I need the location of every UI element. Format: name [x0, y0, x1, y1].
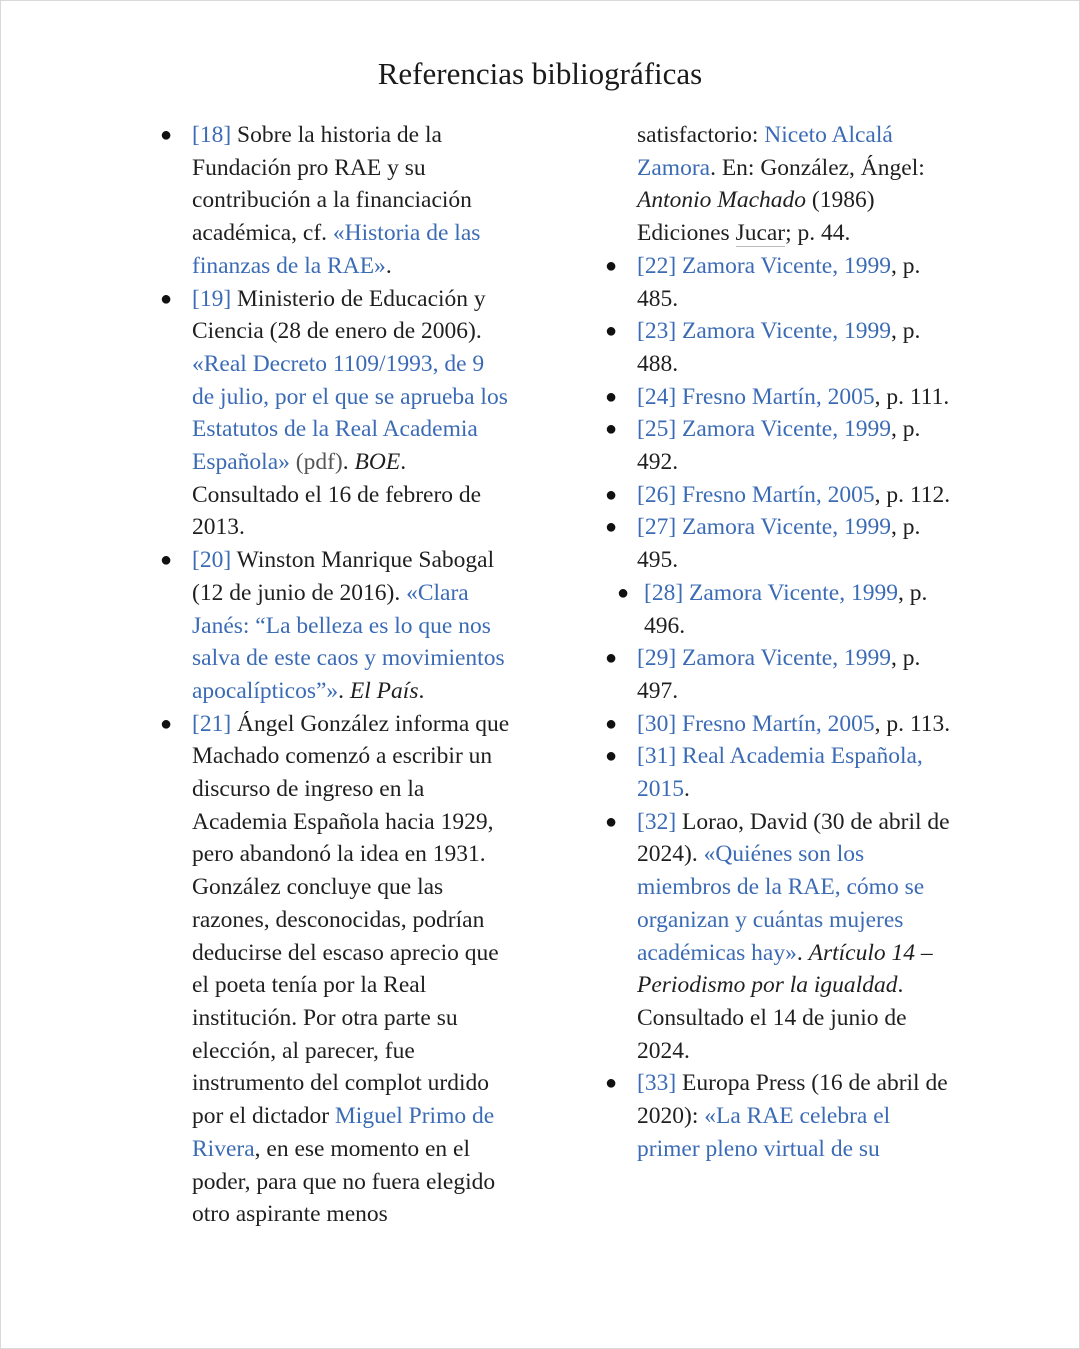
reference-27	[605, 511, 957, 576]
reference-33	[605, 1067, 957, 1165]
ref-link[interactable]: [28] Zamora Vicente, 1999	[644, 579, 898, 606]
bullet-icon: ●	[605, 254, 618, 277]
ref-publication: El País	[349, 677, 419, 704]
references-list-left	[160, 119, 512, 1231]
bullet-icon: ●	[160, 712, 173, 735]
bullet-icon: ●	[605, 483, 618, 506]
reference-18	[160, 119, 512, 283]
bullet-icon: ●	[160, 124, 173, 146]
references-column-right	[605, 119, 957, 1166]
ref-text: , p. 488.	[637, 318, 921, 377]
ref-link[interactable]: [23] Zamora Vicente, 1999	[637, 318, 891, 345]
ref-number-link[interactable]: [33]	[637, 1070, 677, 1097]
ref-text: Ángel González informa que Machado comenzó a escribir un discurso de ingreso en la Academia Española hacia 1929, pero abandonó la idea en 1931. González concluye que las razones, desconocidas, podrían deducirse del escaso aprecio que el poeta tenía por la Real institución. Por otra parte su elección, al parecer, fue instrumento del complot urdido por el dictador	[192, 710, 510, 1130]
ref-link[interactable]: [25] Zamora Vicente, 1999	[637, 416, 891, 443]
ref-text: . En: González, Ángel:	[710, 154, 925, 181]
ref-text: , p. 497.	[637, 645, 921, 704]
ref-person-link[interactable]: Niceto Alcalá Zamora	[637, 122, 893, 181]
ref-text: Europa Press (16 de abril de 2020):	[637, 1070, 948, 1130]
ref-text: , p. 113.	[874, 710, 951, 737]
ref-link[interactable]: [29] Zamora Vicente, 1999	[637, 645, 891, 672]
ref-number-link[interactable]: [20]	[192, 547, 232, 574]
ref-text: . Consultado el 16 de febrero de 2013.	[192, 449, 482, 541]
ref-title-link[interactable]: «Real Decreto 1109/1993, de 9 de julio, por el que se aprueba los Estatutos de la Real Academia Española»	[192, 350, 508, 476]
ref-number-link[interactable]: [32]	[637, 808, 677, 835]
ref-text: .	[418, 677, 425, 704]
reference-24	[605, 381, 957, 414]
ref-book-title: Antonio Machado	[637, 187, 807, 214]
reference-30	[605, 708, 957, 741]
reference-25	[605, 413, 957, 478]
ref-title-link[interactable]: «Historia de las finanzas de la RAE»	[192, 220, 481, 279]
reference-32	[605, 806, 957, 1068]
ref-number-link[interactable]: [21]	[192, 710, 232, 737]
ref-text: satisfactorio:	[637, 122, 765, 148]
bullet-icon: ●	[605, 745, 618, 768]
ref-link[interactable]: [24] Fresno Martín, 2005	[637, 383, 875, 410]
ref-text: .	[684, 776, 690, 803]
reference-26	[605, 479, 957, 512]
ref-publication: BOE	[354, 449, 401, 476]
bullet-icon: ●	[605, 418, 618, 441]
ref-text: (1986) Ediciones	[637, 187, 875, 247]
reference-29	[605, 642, 957, 707]
bullet-icon: ●	[160, 549, 173, 572]
ref-text: .	[338, 677, 350, 704]
reference-23	[605, 315, 957, 380]
ref-link[interactable]: [27] Zamora Vicente, 1999	[637, 514, 891, 541]
ref-text: Sobre la historia de la Fundación pro RAE y su contribución a la financiación académica, cf.	[192, 122, 472, 247]
ref-text: ; p. 44.	[785, 220, 851, 247]
ref-number-link[interactable]: [19]	[192, 285, 232, 312]
reference-28	[617, 577, 957, 642]
ref-format-label: (pdf)	[289, 449, 343, 476]
ref-title-link[interactable]: «Quiénes son los miembros de la RAE, cómo se organizan y cuántas mujeres académicas hay»	[637, 841, 925, 966]
reference-31	[605, 740, 957, 805]
bullet-icon: ●	[605, 320, 618, 343]
ref-text: . Consultado el 14 de junio de 2024.	[637, 972, 907, 1064]
ref-text: , p. 495.	[637, 514, 921, 574]
bullet-icon: ●	[605, 516, 618, 539]
ref-text: , p. 112.	[874, 481, 951, 508]
ref-text: .	[385, 252, 392, 279]
ref-link[interactable]: [26] Fresno Martín, 2005	[637, 481, 875, 508]
ref-publication: Artículo 14 – Periodismo por la igualdad	[637, 939, 933, 999]
ref-text: Winston Manrique Sabogal (12 de junio de 2016).	[192, 547, 495, 606]
ref-person-link[interactable]: Miguel Primo de Rivera	[192, 1103, 495, 1162]
ref-text: , p. 111.	[874, 383, 950, 410]
reference-21-continued	[637, 119, 957, 250]
ref-text: , p. 492.	[637, 416, 921, 476]
ref-text: , p. 485.	[637, 252, 921, 312]
ref-publisher: Jucar	[735, 220, 786, 247]
bullet-icon: ●	[605, 1072, 618, 1095]
ref-title-link[interactable]: «La RAE celebra el primer pleno virtual de su	[637, 1103, 891, 1162]
bullet-icon: ●	[617, 581, 630, 604]
reference-19	[160, 283, 512, 545]
reference-21	[160, 708, 512, 1231]
bullet-icon: ●	[605, 810, 618, 833]
reference-22	[605, 250, 957, 315]
ref-text: .	[796, 939, 809, 966]
ref-text: Lorao, David (30 de abril de 2024).	[637, 808, 950, 868]
ref-link[interactable]: [30] Fresno Martín, 2005	[637, 710, 875, 737]
ref-link[interactable]: [31] Real Academia Española, 2015	[637, 743, 923, 803]
ref-title-link[interactable]: «Clara Janés: “La belleza es lo que nos salva de este caos y movimientos apocalípticos”»	[192, 579, 505, 704]
ref-number-link[interactable]: [18]	[192, 122, 232, 148]
ref-text: .	[342, 449, 355, 476]
reference-20	[160, 544, 512, 708]
ref-text: , en ese momento en el poder, para que no fuera elegido otro aspirante menos	[192, 1135, 496, 1228]
bullet-icon: ●	[605, 647, 618, 670]
bullet-icon: ●	[605, 385, 618, 408]
page-title: Referencias bibliográficas	[377, 56, 703, 91]
bullet-icon: ●	[160, 287, 173, 310]
ref-link[interactable]: [22] Zamora Vicente, 1999	[637, 252, 891, 279]
ref-text: , p. 496.	[644, 579, 928, 639]
references-column-left	[160, 119, 512, 1231]
references-list-right	[605, 119, 957, 1166]
bullet-icon: ●	[605, 712, 618, 735]
ref-text: Ministerio de Educación y Ciencia (28 de enero de 2006).	[192, 285, 486, 345]
